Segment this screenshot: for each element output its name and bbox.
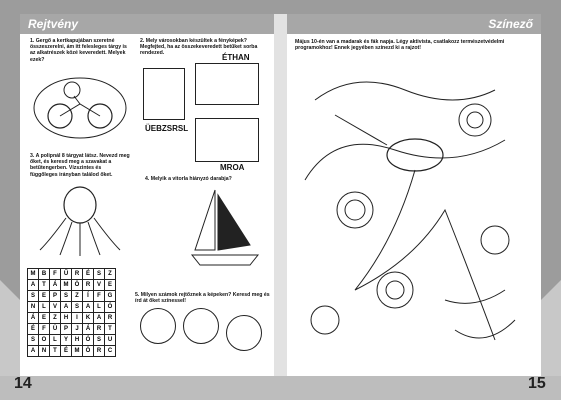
grid-row <box>28 346 116 357</box>
grid-cell: R <box>72 269 83 280</box>
bicycle-illustration <box>30 68 130 140</box>
grid-cell: S <box>28 291 39 302</box>
grid-cell: E <box>39 313 50 324</box>
task-4-text: 4. Melyik a vitorla hiányzó darabja? <box>145 176 232 182</box>
grid-row <box>28 302 116 313</box>
grid-cell: Ó <box>83 335 94 346</box>
grid-cell: P <box>61 324 72 335</box>
grid-cell: L <box>50 335 61 346</box>
face-illustration-2 <box>183 308 219 344</box>
grid-cell: B <box>39 269 50 280</box>
task-5-text: 5. Milyen számok rejtőznek a képeken? Keresd meg és írd át őket színessel! <box>135 292 270 305</box>
photo-label-3: MROA <box>220 163 245 172</box>
grid-cell: Ó <box>105 302 116 313</box>
task-2-text: 2. Mely városokban készültek a fényképek? Megfejted, ha az összekeveredett betűket sorba rendezed. <box>140 38 258 57</box>
grid-cell: T <box>50 346 61 357</box>
grid-cell: J <box>72 324 83 335</box>
grid-row <box>28 324 116 335</box>
right-page-number: 15 <box>528 375 546 392</box>
photo-label-1: ÉTHAN <box>222 53 250 62</box>
grid-cell: F <box>50 269 61 280</box>
grid-cell: I <box>72 313 83 324</box>
face-illustration-3 <box>226 315 262 351</box>
grid-cell: S <box>94 269 105 280</box>
grid-cell: N <box>39 346 50 357</box>
grid-cell: Z <box>50 313 61 324</box>
grid-cell: Á <box>50 280 61 291</box>
grid-row <box>28 313 116 324</box>
grid-cell: Á <box>28 313 39 324</box>
grid-cell: É <box>28 324 39 335</box>
word-search-grid <box>27 268 116 357</box>
face-illustration-1 <box>140 308 176 344</box>
grid-cell: Ű <box>61 269 72 280</box>
grid-cell: Z <box>72 291 83 302</box>
left-page-header: Rejtvény <box>20 14 274 34</box>
grid-cell: O <box>39 335 50 346</box>
grid-cell: É <box>83 269 94 280</box>
task-1-text: 1. Gergő a kertkapujában szeretné összeszerelni, ám itt felesleges tárgy is az alkatrészek közé keveredett. Melyek ezek? <box>30 38 127 63</box>
grid-cell: K <box>83 313 94 324</box>
grid-cell: G <box>105 291 116 302</box>
grid-cell: S <box>61 291 72 302</box>
grid-cell: S <box>94 335 105 346</box>
photo-frame-1 <box>143 68 185 120</box>
grid-cell: E <box>105 280 116 291</box>
grid-cell: S <box>28 335 39 346</box>
photo-frame-2 <box>195 63 259 105</box>
hummingbird-coloring-illustration <box>295 60 535 365</box>
grid-cell: A <box>61 302 72 313</box>
grid-row <box>28 335 116 346</box>
grid-cell: V <box>50 302 61 313</box>
grid-cell: N <box>28 302 39 313</box>
grid-cell: R <box>105 313 116 324</box>
grid-cell: Y <box>61 335 72 346</box>
left-page-number: 14 <box>14 375 32 392</box>
photo-frame-3 <box>195 118 259 162</box>
task-3-text: 3. A polipnál 8 tárgyat látsz. Nevezd meg őket, és keresd meg a szavakat a betűtengerben. Vízszintes és függőleges irányban találod őket. <box>30 153 130 178</box>
grid-cell: A <box>94 313 105 324</box>
grid-cell: L <box>94 302 105 313</box>
grid-cell: R <box>94 346 105 357</box>
grid-cell: T <box>39 280 50 291</box>
photo-label-2: ÜEBZSRSL <box>145 124 189 133</box>
grid-cell: Í <box>83 291 94 302</box>
grid-cell: É <box>61 346 72 357</box>
grid-cell: M <box>72 346 83 357</box>
grid-cell: S <box>72 302 83 313</box>
grid-cell: C <box>105 346 116 357</box>
grid-cell: H <box>72 335 83 346</box>
grid-cell: Ü <box>50 324 61 335</box>
grid-cell: M <box>28 269 39 280</box>
grid-row <box>28 280 116 291</box>
grid-cell: E <box>39 291 50 302</box>
grid-cell: M <box>61 280 72 291</box>
grid-cell: T <box>105 324 116 335</box>
grid-cell: A <box>28 280 39 291</box>
sailboat-illustration <box>190 185 260 270</box>
grid-cell: A <box>83 302 94 313</box>
grid-cell: A <box>28 346 39 357</box>
octopus-illustration <box>30 180 130 260</box>
right-page-header: Színező <box>287 14 541 34</box>
grid-cell: F <box>94 291 105 302</box>
grid-cell: R <box>94 324 105 335</box>
grid-cell: V <box>94 280 105 291</box>
grid-row <box>28 291 116 302</box>
grid-cell: P <box>50 291 61 302</box>
grid-row <box>28 269 116 280</box>
grid-cell: H <box>61 313 72 324</box>
coloring-intro: Május 10-én van a madarak és fák napja. Légy aktivista, csatlakozz természetvédelmi programokhoz! Ennek jegyében színezd ki a rajzot! <box>295 39 505 52</box>
grid-cell: Á <box>83 324 94 335</box>
grid-cell: Ö <box>72 280 83 291</box>
grid-cell: U <box>105 335 116 346</box>
grid-cell: L <box>39 302 50 313</box>
grid-cell: Z <box>105 269 116 280</box>
grid-cell: R <box>83 280 94 291</box>
grid-cell: F <box>39 324 50 335</box>
grid-cell: Ö <box>83 346 94 357</box>
